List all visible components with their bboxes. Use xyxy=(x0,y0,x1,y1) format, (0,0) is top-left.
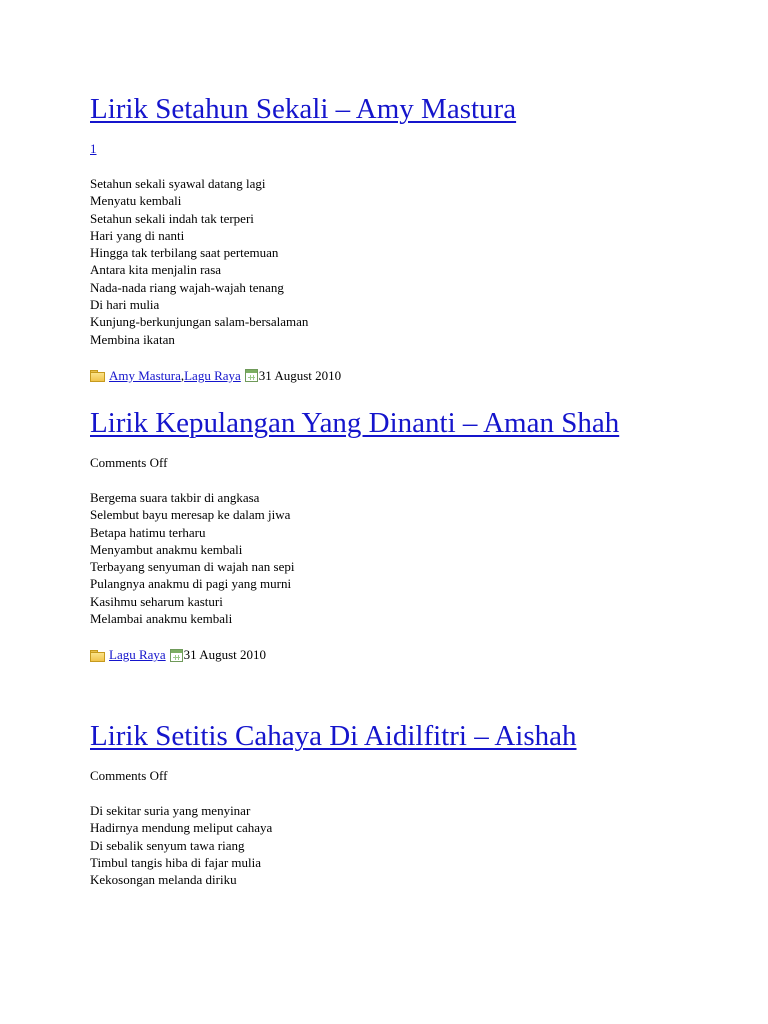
calendar-icon xyxy=(245,369,258,382)
lyric-line: Hingga tak terbilang saat pertemuan xyxy=(90,245,279,261)
post xyxy=(90,719,730,888)
post xyxy=(90,92,730,384)
lyric-line: Terbayang senyuman di wajah nan sepi xyxy=(90,559,295,575)
lyric-line: Membina ikatan xyxy=(90,331,175,347)
category-link-amy-mastura[interactable]: Amy Mastura xyxy=(109,367,181,383)
lyric-line: Bergema suara takbir di angkasa xyxy=(90,490,260,505)
lyric-line: Di sekitar suria yang menyinar xyxy=(90,803,251,818)
post-title-link[interactable]: Lirik Setitis Cahaya Di Aidilfitri – Aishah xyxy=(90,720,577,752)
lyric-line: Kekosongan melanda diriku xyxy=(90,872,237,888)
lyric-line: Betapa hatimu terharu xyxy=(90,524,206,540)
lyric-line: Setahun sekali syawal datang lagi xyxy=(90,176,266,191)
post-lyrics xyxy=(90,489,730,627)
post-date: 31 August 2010 xyxy=(258,367,342,383)
category-separator: , xyxy=(180,367,185,383)
post-lyrics xyxy=(90,802,730,888)
comments-status: Comments Off xyxy=(90,768,168,783)
post-title xyxy=(90,406,730,440)
lyric-line: Menyambut anakmu kembali xyxy=(90,541,243,557)
lyric-line: Pulangnya anakmu di pagi yang murni xyxy=(90,576,292,592)
lyric-line: Hadirnya mendung meliput cahaya xyxy=(90,820,273,836)
lyric-line: Menyatu kembali xyxy=(90,193,182,209)
post-title-link[interactable]: Lirik Setahun Sekali – Amy Mastura xyxy=(90,93,517,125)
lyric-line: Setahun sekali indah tak terperi xyxy=(90,210,254,226)
post-title xyxy=(90,92,730,126)
lyric-line: Selembut bayu meresap ke dalam jiwa xyxy=(90,507,291,523)
post-title-link[interactable]: Lirik Kepulangan Yang Dinanti – Aman Shah xyxy=(90,407,620,439)
calendar-icon xyxy=(170,649,183,662)
post-date: 31 August 2010 xyxy=(183,647,267,663)
post-title xyxy=(90,719,730,753)
lyric-line: Nada-nada riang wajah-wajah tenang xyxy=(90,279,284,295)
folder-icon xyxy=(90,650,105,661)
comments-status: Comments Off xyxy=(90,455,168,470)
lyric-line: Timbul tangis hiba di fajar mulia xyxy=(90,854,262,870)
post xyxy=(90,406,730,663)
lyric-line: Melambai anakmu kembali xyxy=(90,611,233,627)
comments-count xyxy=(90,141,730,157)
lyric-line: Di hari mulia xyxy=(90,297,160,313)
comments-link[interactable]: 1 xyxy=(90,141,97,156)
lyric-line: Hari yang di nanti xyxy=(90,227,185,243)
lyric-line: Di sebalik senyum tawa riang xyxy=(90,837,245,853)
post-meta xyxy=(90,368,730,384)
lyric-line: Kunjung-berkunjungan salam-bersalaman xyxy=(90,314,309,330)
lyric-line: Kasihmu seharum kasturi xyxy=(90,593,223,609)
category-link-lagu-raya[interactable]: Lagu Raya xyxy=(109,647,166,663)
category-link-lagu-raya[interactable]: Lagu Raya xyxy=(184,367,241,383)
folder-icon xyxy=(90,370,105,381)
post-meta xyxy=(90,647,730,663)
lyric-line: Antara kita menjalin rasa xyxy=(90,262,222,278)
post-lyrics xyxy=(90,175,730,348)
